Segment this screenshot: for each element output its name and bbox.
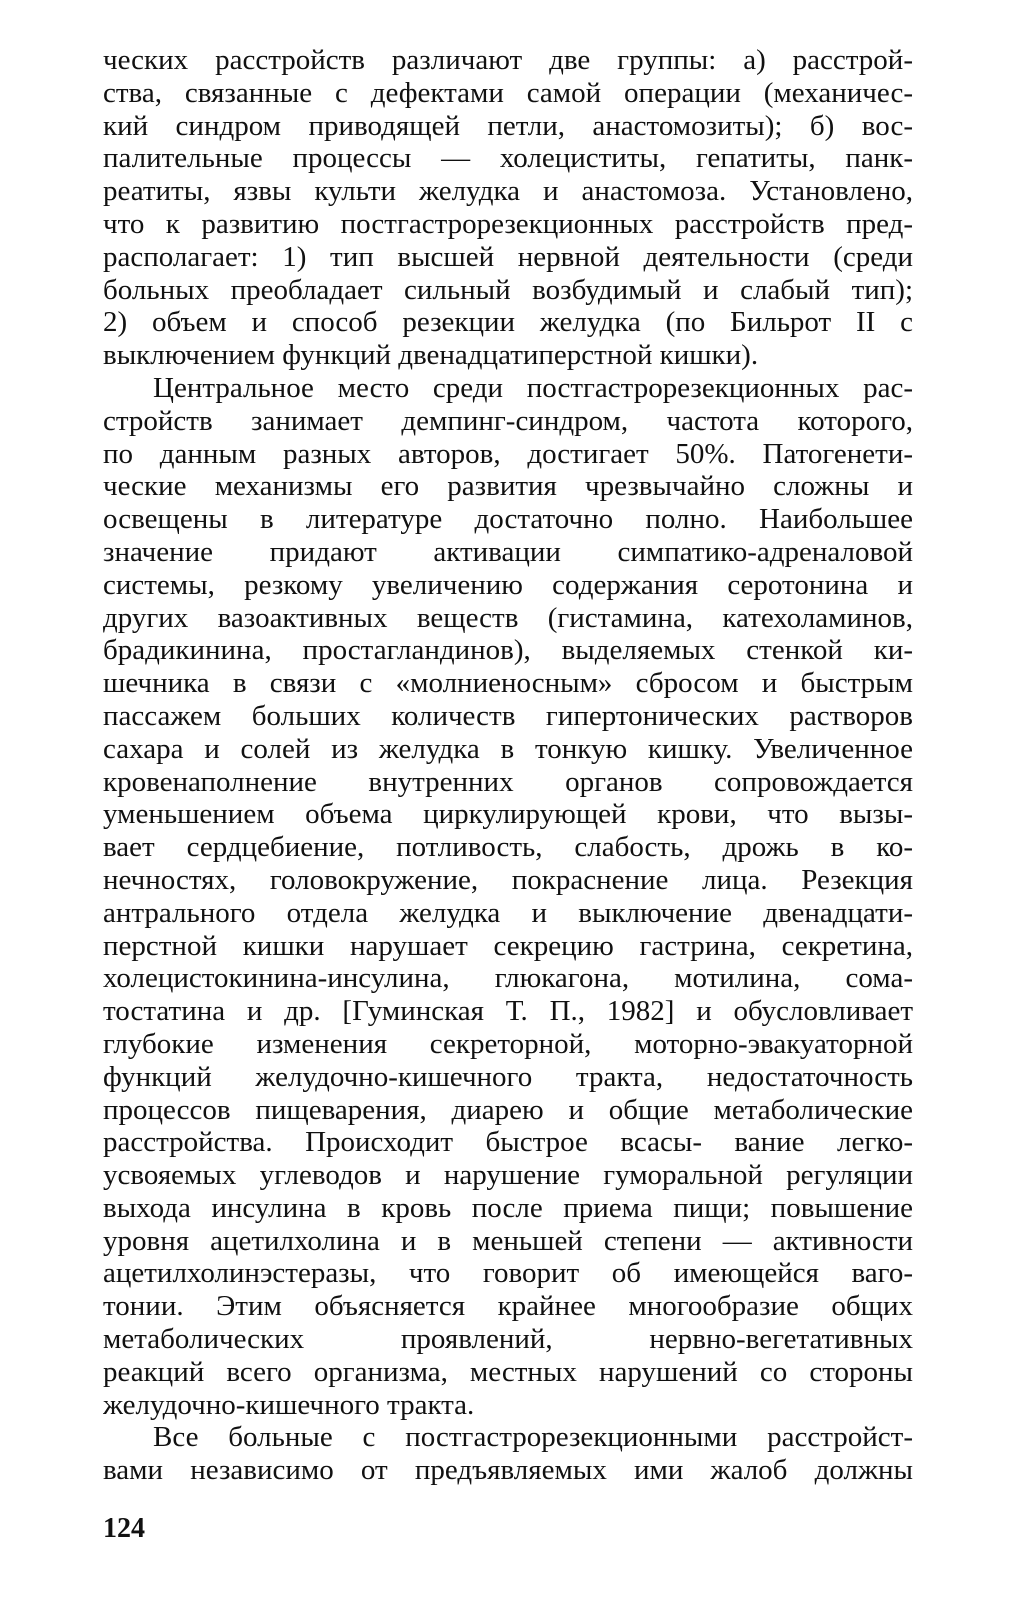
text-line: реакций всего организма, местных нарушений со стороны (103, 1355, 913, 1388)
text-line: располагает: 1) тип высшей нервной деятельности (среди (103, 240, 913, 273)
text-line: ческие механизмы его развития чрезвычайно сложны и (103, 470, 913, 503)
text-line: по данным разных авторов, достигает 50%. Патогенети- (103, 437, 913, 470)
text-line: глубокие изменения секреторной, моторно-эвакуаторной (103, 1027, 913, 1060)
text-line: перстной кишки нарушает секрецию гастрина, секретина, (103, 929, 913, 962)
text-line: уменьшением объема циркулирующей крови, что вызы- (103, 798, 913, 831)
text-line: сахара и солей из желудка в тонкую кишку. Увеличенное (103, 732, 913, 765)
text-line: Все больные с постгастрорезекционными расстройст- (153, 1421, 913, 1454)
page-number: 124 (103, 1513, 145, 1544)
paragraph (103, 372, 913, 1422)
text-line: уровня ацетилхолина и в меньшей степени — активности (103, 1224, 913, 1257)
text-line: кровенаполнение внутренних органов сопровождается (103, 765, 913, 798)
text-line: кий синдром приводящей петли, анастомозиты); б) вос- (103, 109, 913, 142)
text-line: вает сердцебиение, потливость, слабость, дрожь в ко- (103, 831, 913, 864)
text-line: метаболических проявлений, нервно-вегетативных (103, 1323, 913, 1356)
text-line: реатиты, язвы культи желудка и анастомоза. Установлено, (103, 175, 913, 208)
text-line: других вазоактивных веществ (гистамина, катехоламинов, (103, 601, 913, 634)
text-line: освещены в литературе достаточно полно. Наибольшее (103, 503, 913, 536)
text-line: холецистокинина-инсулина, глюкагона, мотилина, сома- (103, 962, 913, 995)
text-line: значение придают активации симпатико-адреналовой (103, 535, 913, 568)
text-line: расстройства. Происходит быстрое всасы- вание легко- (103, 1126, 913, 1159)
text-line: шечника в связи с «молниеносным» сбросом и быстрым (103, 667, 913, 700)
page-text-body (103, 44, 913, 1487)
text-line: 2) объем и способ резекции желудка (по Бильрот II с (103, 306, 913, 339)
text-line: стройств занимает демпинг-синдром, частота которого, (103, 404, 913, 437)
text-line: функций желудочно-кишечного тракта, недостаточность (103, 1060, 913, 1093)
text-line: вами независимо от предъявляемых ими жалоб должны (103, 1454, 913, 1487)
text-line: ацетилхолинэстеразы, что говорит об имеющейся ваго- (103, 1257, 913, 1290)
paragraph (103, 44, 913, 372)
text-line: выключением функций двенадцатиперстной кишки). (103, 339, 759, 372)
text-line: больных преобладает сильный возбудимый и слабый тип); (103, 273, 913, 306)
text-line: тостатина и др. [Гуминская Т. П., 1982] и обусловливает (103, 995, 913, 1028)
text-line: ческих расстройств различают две группы: а) расстрой- (103, 44, 913, 76)
text-line: процессов пищеварения, диарею и общие метаболические (103, 1093, 913, 1126)
text-line: тонии. Этим объясняется крайнее многообразие общих (103, 1290, 913, 1323)
text-line: антрального отдела желудка и выключение двенадцати- (103, 896, 913, 929)
text-line: пассажем больших количеств гипертонических растворов (103, 699, 913, 732)
paragraph (103, 1421, 913, 1487)
text-line: Центральное место среди постгастрорезекционных рас- (153, 371, 913, 404)
text-line: выхода инсулина в кровь после приема пищи; повышение (103, 1191, 913, 1224)
text-line: что к развитию постгастрорезекционных расстройств пред- (103, 207, 913, 240)
text-line: нечностях, головокружение, покраснение лица. Резекция (103, 863, 913, 896)
text-line: системы, резкому увеличению содержания серотонина и (103, 568, 913, 601)
text-line: брадикинина, простагландинов), выделяемых стенкой ки- (103, 634, 913, 667)
text-line: палительные процессы — холециститы, гепатиты, панк- (103, 142, 913, 175)
text-line: желудочно-кишечного тракта. (103, 1388, 475, 1421)
text-line: ства, связанные с дефектами самой операции (механичес- (103, 76, 913, 109)
text-line: усвояемых углеводов и нарушение гуморальной регуляции (103, 1159, 913, 1192)
